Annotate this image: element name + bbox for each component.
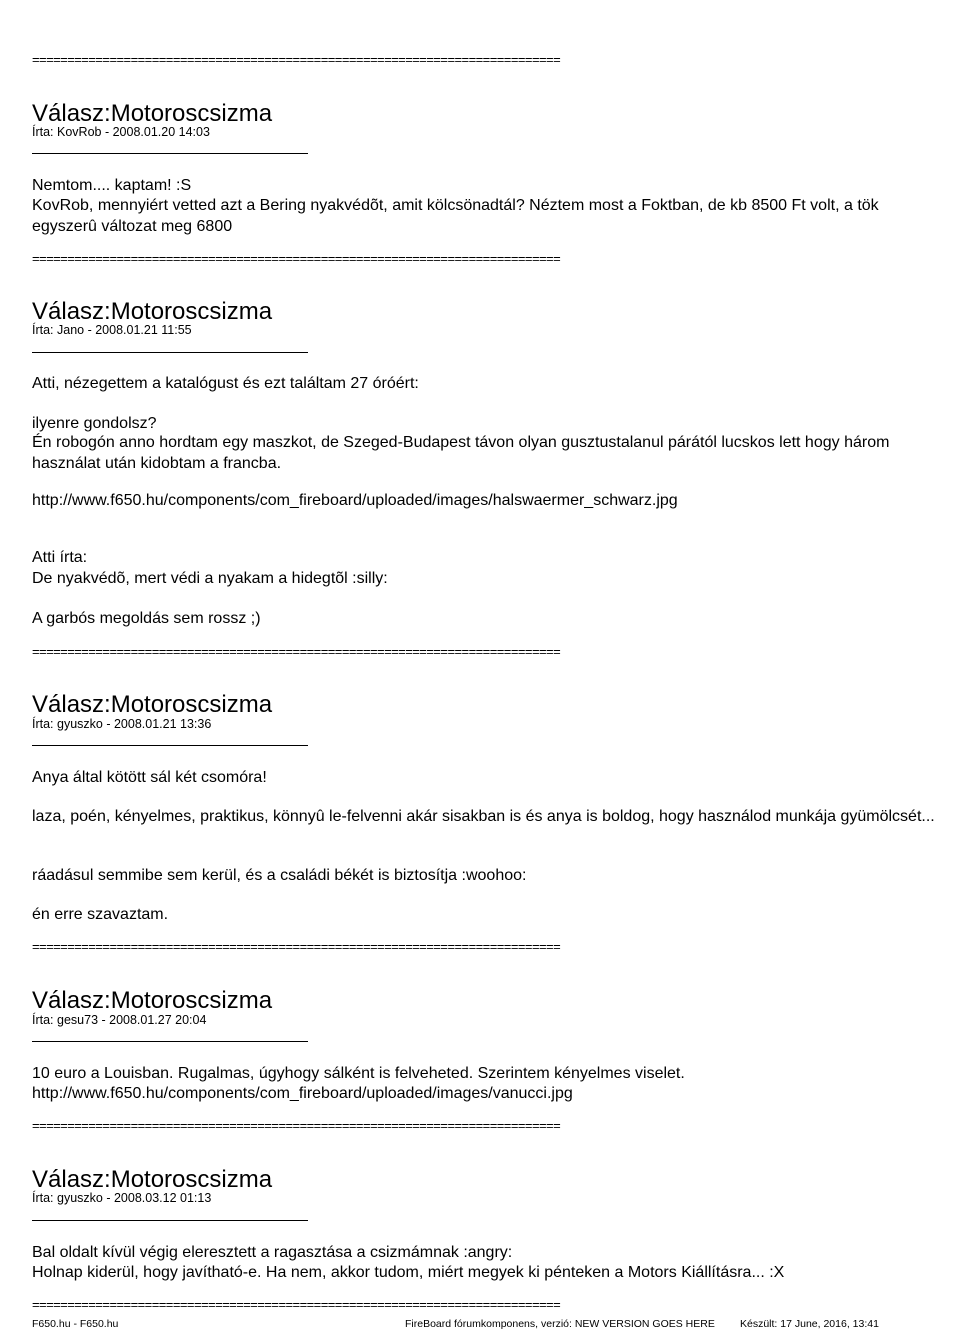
post-text: Holnap kiderül, hogy javítható-e. Ha nem, akkor tudom, miért megyek ki pénteken a Motors Kiállításra... :X: [32, 1264, 785, 1281]
separator: ===========================================================================: [32, 1118, 561, 1133]
separator: ===========================================================================: [32, 251, 561, 266]
post-text: A garbós megoldás sem rossz ;): [32, 610, 261, 627]
image-link[interactable]: http://www.f650.hu/components/com_fireboard/uploaded/images/vanucci.jpg: [32, 1085, 573, 1102]
post-title: Válasz:Motoroscsizma: [32, 298, 273, 325]
post-text: Atti, nézegettem a katalógust és ezt találtam 27 óróért:: [32, 375, 419, 392]
quote-author: Atti írta:: [32, 549, 88, 566]
post-title: Válasz:Motoroscsizma: [32, 691, 273, 718]
post-text: ráadásul semmibe sem kerül, és a családi békét is biztosítja :woohoo:: [32, 867, 527, 884]
separator: ===========================================================================: [32, 1297, 561, 1312]
divider: [32, 1041, 308, 1042]
image-link[interactable]: http://www.f650.hu/components/com_fireboard/uploaded/images/halswaermer_schwarz.jpg: [32, 492, 678, 509]
post-meta: Írta: gyuszko - 2008.03.12 01:13: [32, 1191, 212, 1205]
post-meta: Írta: gesu73 - 2008.01.27 20:04: [32, 1013, 207, 1027]
divider: [32, 352, 308, 353]
post-text: Nemtom.... kaptam! :S: [32, 177, 192, 194]
divider: [32, 1220, 308, 1221]
footer-site: F650.hu - F650.hu: [32, 1318, 119, 1330]
post-text: 10 euro a Louisban. Rugalmas, úgyhogy sálként is felveheted. Szerintem kényelmes viselet.: [32, 1065, 685, 1082]
separator: ===========================================================================: [32, 52, 561, 67]
post-text: KovRob, mennyiért vetted azt a Bering nyakvédõt, amit kölcsönadtál? Néztem most a Foktban, de kb 8500 Ft volt, a tök egyszerû változat meg 6800: [32, 197, 879, 235]
post-meta: Írta: gyuszko - 2008.01.21 13:36: [32, 717, 212, 731]
post-title: Válasz:Motoroscsizma: [32, 1166, 273, 1193]
post-text: laza, poén, kényelmes, praktikus, könnyû le-felvenni akár sisakban is és anya is boldog, hogy használod munkája gyümölcsét...: [32, 808, 935, 825]
post-meta: Írta: KovRob - 2008.01.20 14:03: [32, 125, 210, 139]
divider: [32, 153, 308, 154]
post-meta: Írta: Jano - 2008.01.21 11:55: [32, 323, 192, 337]
post-text: Én robogón anno hordtam egy maszkot, de Szeged-Budapest távon olyan gusztustalanul párától lucskos lett hogy három használat után kidobtam a francba.: [32, 434, 890, 472]
divider: [32, 745, 308, 746]
footer-generated: Készült: 17 June, 2016, 13:41: [740, 1318, 879, 1330]
post-text: Anya által kötött sál két csomóra!: [32, 769, 267, 786]
quote-text: De nyakvédõ, mert védi a nyakam a hidegtõl :silly:: [32, 570, 388, 587]
separator: ===========================================================================: [32, 939, 561, 954]
post-text: ilyenre gondolsz?: [32, 415, 157, 432]
footer-component: FireBoard fórumkomponens, verzió: NEW VERSION GOES HERE: [405, 1318, 715, 1330]
post-text: Bal oldalt kívül végig eleresztett a ragasztása a csizmámnak :angry:: [32, 1244, 513, 1261]
separator: ===========================================================================: [32, 644, 561, 659]
post-title: Válasz:Motoroscsizma: [32, 987, 273, 1014]
post-text: én erre szavaztam.: [32, 906, 169, 923]
post-title: Válasz:Motoroscsizma: [32, 100, 273, 127]
